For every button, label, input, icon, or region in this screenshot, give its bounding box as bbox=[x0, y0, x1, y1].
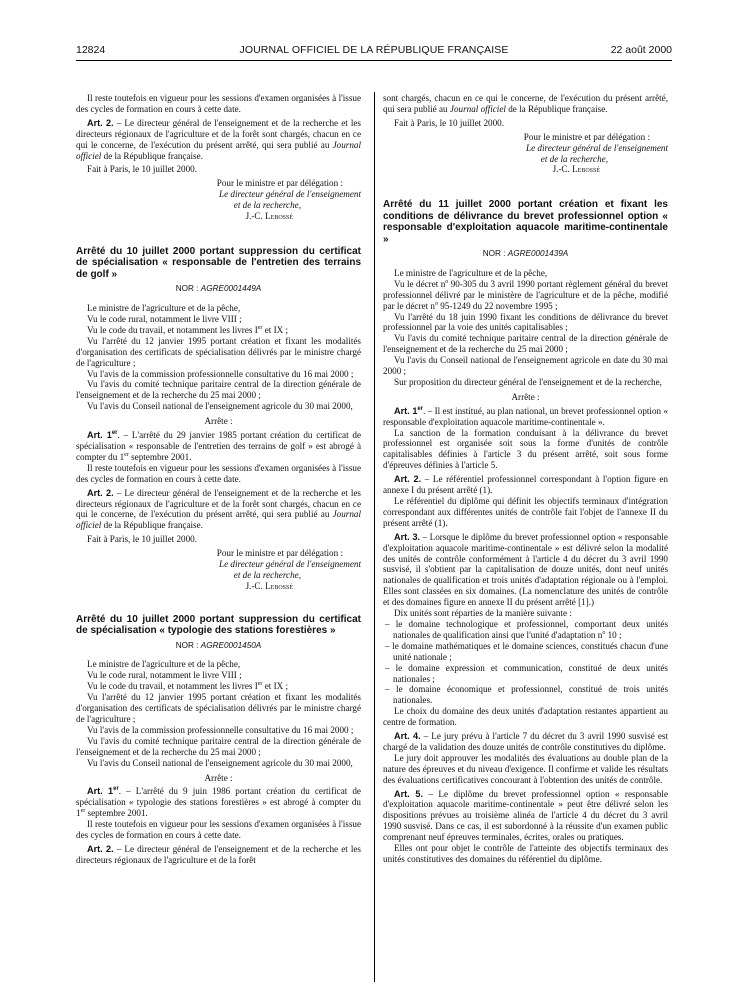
visa: Vu le code rural, notamment le livre VIII ; bbox=[87, 670, 242, 681]
visa: Vu le code du travail, et notamment les livres Ier et IX ; bbox=[87, 324, 289, 335]
visa: Vu l'avis du Conseil national de l'enseignement agricole en date du 30 mai 2000 ; bbox=[383, 355, 668, 377]
left-column bbox=[76, 93, 361, 866]
article-paragraph: Art. 2. – Le référentiel professionnel correspondant à l'option figure en annexe I du présent arrêté (1). bbox=[383, 474, 668, 496]
right-column bbox=[383, 93, 668, 865]
article-paragraph: Art. 2. – Le directeur général de l'enseignement et de la recherche et les directeurs régionaux de l'agriculture et de la forêt sont chargés, chacun en ce qui le concerne, de l'exécution du présent arrêté, qui sera publié au Journal officiel de la République française. bbox=[76, 117, 361, 161]
signature-line: Pour le ministre et par délégation : bbox=[216, 178, 343, 189]
article-paragraph: Art. 2. – Le directeur général de l'enseignement et de la recherche et les directeurs régionaux de l'agriculture et de la forêt sont chargés, chacun en ce qui le concerne, de l'exécution du présent arrêté, qui sera publié au Journal officiel de la République française. bbox=[76, 487, 361, 531]
article-paragraph: Art. 5. – Le diplôme du brevet professionnel option « responsable d'exploitation aquacole maritime-continentale » peut être délivré selon les dispositions prévues au troisième alinéa de l'article 4 du décret du 3 avril 1990 susvisé. Dans ce cas, il est subordonné à la réussite d'un examen public comprenant neuf épreuves terminales, écrites, orales ou pratiques. bbox=[383, 788, 668, 843]
signature-line: Pour le ministre et par délégation : bbox=[216, 548, 343, 559]
arrete-label: Arrête : bbox=[204, 772, 233, 783]
visa: Le ministre de l'agriculture et de la pêche, bbox=[394, 267, 548, 278]
signature-title: et de la recherche, bbox=[233, 200, 301, 211]
decree-heading: Arrêté du 11 juillet 2000 portant création et fixant les conditions de délivrance du brevet professionnel option « responsable d'exploitation aquacole maritime-continentale » bbox=[383, 199, 668, 245]
signature-line: Pour le ministre et par délégation : bbox=[523, 131, 650, 142]
article-paragraph: Art. 4. – Le jury prévu à l'article 7 du décret du 3 avril 1990 susvisé est chargé de la validation des douze unités de contrôle constitutives du diplôme. bbox=[383, 731, 668, 752]
paragraph: Le référentiel du diplôme qui définit les objectifs terminaux d'intégration correspondant aux différentes unités de contrôle fait l'objet de l'annexe II du présent arrêté (1). bbox=[383, 496, 668, 528]
nor-reference: NOR : AGRE0001450A bbox=[175, 640, 262, 650]
visa: Vu l'avis de la commission professionnelle consultative du 16 mai 2000 ; bbox=[87, 724, 354, 735]
visa: Le ministre de l'agriculture et de la pêche, bbox=[87, 659, 241, 670]
issue-date: 22 août 2000 bbox=[610, 44, 672, 56]
signature-title: Le directeur général de l'enseignement bbox=[219, 189, 361, 200]
visa: Vu l'arrêté du 18 juin 1990 fixant les conditions de délivrance du brevet professionnel par la voie des unités capitalisables ; bbox=[383, 311, 668, 333]
paragraph: Elles ont pour objet le contrôle de l'atteinte des objectifs terminaux des unités constitutives des domaines du référentiel du diplôme. bbox=[383, 843, 668, 864]
paragraph: La sanction de la formation conduisant à la délivrance du brevet professionnel est organisée soit sous la forme d'unités de contrôle capitalisables définies à l'article 3 du présent arrêté, soit sous forme d'épreuves définies à l'article 5. bbox=[383, 427, 668, 471]
signature-title: Le directeur général de l'enseignement bbox=[526, 142, 668, 153]
decree-heading: Arrêté du 10 juillet 2000 portant suppression du certificat de spécialisation « responsable de l'entretien des terrains de golf » bbox=[76, 245, 361, 280]
arrete-label: Arrête : bbox=[204, 416, 233, 427]
nor-reference: NOR : AGRE0001449A bbox=[175, 284, 262, 294]
paragraph: Il reste toutefois en vigueur pour les sessions d'examen organisées à l'issue des cycles de formation en cours à cette date. bbox=[76, 819, 361, 841]
signatory-name: J.-C. Lebossé bbox=[245, 211, 293, 222]
visa: Vu l'avis du comité technique paritaire central de la direction générale de l'enseignement et de la recherche du 25 mai 2000 ; bbox=[383, 333, 668, 355]
article-paragraph: Art. 2. – Le directeur général de l'enseignement et de la recherche et les directeurs régionaux de l'agriculture et de la forêt bbox=[76, 843, 361, 865]
paragraph: Il reste toutefois en vigueur pour les sessions d'examen organisées à l'issue des cycles de formation en cours à cette date. bbox=[76, 93, 361, 114]
visa: Vu l'avis du comité technique paritaire central de la direction générale de l'enseignement et de la recherche du 25 mai 2000 ; bbox=[76, 379, 361, 401]
signature-place-date: Fait à Paris, le 10 juillet 2000. bbox=[394, 117, 504, 128]
list-item: – le domaine technologique et professionnel, comportant deux unités nationales de qualification ainsi que l'unité d'adaptation $n^o$ 10 ; bbox=[385, 618, 668, 640]
signature-place-date: Fait à Paris, le 10 juillet 2000. bbox=[87, 164, 197, 175]
signatory-name: J.-C. Lebossé bbox=[245, 580, 293, 591]
paragraph: Dix unités sont réparties de la manière suivante : bbox=[394, 608, 572, 619]
signature-place-date: Fait à Paris, le 10 juillet 2000. bbox=[87, 534, 197, 545]
visa: Le ministre de l'agriculture et de la pêche, bbox=[87, 303, 241, 314]
article-paragraph: Art. 3. – Lorsque le diplôme du brevet professionnel option « responsable d'exploitation aquacole maritime-continentale » est délivré selon la modalité des unités de contrôle conformément à l'article 4 du décret du 3 avril 1990 susvisé, il s'obtient par la capitalisation de douze unités, dont neuf unités nationales de qualification et trois unités d'adaptation régionale ou à l'emploi. Elles sont classées en six domaines. (La nomenclature des unités de contrôle et des domaines figure en annexe II du présent arrêté [1].) bbox=[383, 531, 668, 608]
article-paragraph: Art. 1er. – Il est institué, au plan national, un brevet professionnel option « responsable d'exploitation aquacole maritime-continentale ». bbox=[383, 405, 669, 427]
visa: Vu l'arrêté du 12 janvier 1995 portant création et fixant les modalités d'organisation des certificats de spécialisation délivrés par le ministre chargé de l'agriculture ; bbox=[76, 335, 361, 368]
page-number: 12824 bbox=[76, 44, 106, 56]
list-item: – le domaine mathématiques et le domaine sciences, constitués chacun d'une unité nationale ; bbox=[385, 640, 668, 662]
visa: Vu l'avis de la commission professionnelle consultative du 16 mai 2000 ; bbox=[87, 368, 354, 379]
list-item: – le domaine expression et communication, constitué de deux unités nationales ; bbox=[385, 662, 668, 684]
visa: Sur proposition du directeur général de l'enseignement et de la recherche, bbox=[394, 376, 662, 387]
column-separator bbox=[374, 92, 375, 982]
list-item: – le domaine économique et professionnel, constitué de trois unités nationales. bbox=[385, 684, 668, 706]
visa: Vu l'arrêté du 12 janvier 1995 portant création et fixant les modalités d'organisation des certificats de spécialisation délivrés par le ministre chargé de l'agriculture ; bbox=[76, 692, 361, 724]
visa: Vu le code rural, notamment le livre VIII ; bbox=[87, 314, 242, 324]
visa: Vu l'avis du Conseil national de l'enseignement agricole du 30 mai 2000, bbox=[87, 757, 353, 768]
visa: Vu l'avis du comité technique paritaire central de la direction générale de l'enseignement et de la recherche du 25 mai 2000 ; bbox=[76, 735, 361, 757]
paragraph: Le choix du domaine des deux unités d'adaptation restantes appartient au centre de formation. bbox=[383, 706, 668, 728]
article-label: Art. 2. bbox=[87, 117, 114, 128]
arrete-label: Arrête : bbox=[511, 391, 540, 402]
article-paragraph: Art. 1er. – L'arrêté du 9 juin 1986 portant création du certificat de spécialisation « typologie des stations forestières » est abrogé à compter du 1er septembre 2001. bbox=[76, 786, 361, 819]
visa: Vu le décret $n^o$ 90-305 du 3 avril 1990 portant règlement général du brevet professionnel délivré par le ministère de l'agriculture et de la pêche, modifié par le décret $n^o$ 95-1249 du 22 novembre 1995 ; bbox=[383, 278, 668, 311]
paragraph: Le jury doit approuver les modalités des évaluations au double plan de la nature des épreuves et du niveau d'exigence. Il confirme et valide les résultats des évaluations certificatives concourant à l'obtention des unités de contrôle. bbox=[383, 752, 668, 785]
header-rule bbox=[76, 60, 672, 61]
page-header bbox=[76, 44, 672, 58]
paragraph: Il reste toutefois en vigueur pour les sessions d'examen organisées à l'issue des cycles de formation en cours à cette date. bbox=[76, 462, 361, 484]
decree-heading: Arrêté du 10 juillet 2000 portant suppression du certificat de spécialisation « typologie des stations forestières » bbox=[76, 613, 361, 637]
nor-reference: NOR : AGRE0001439A bbox=[482, 248, 569, 258]
signature-title: Le directeur général de l'enseignement bbox=[219, 559, 361, 570]
visa: Vu le code du travail, et notamment les livres Ier et IX ; bbox=[87, 681, 289, 692]
signature-title: et de la recherche, bbox=[233, 569, 301, 580]
visa: Vu l'avis du Conseil national de l'enseignement agricole du 30 mai 2000, bbox=[87, 401, 353, 412]
signatory-name: J.-C. Lebossé bbox=[552, 164, 600, 175]
journal-title: JOURNAL OFFICIEL DE LA RÉPUBLIQUE FRANÇAISE bbox=[239, 44, 509, 56]
article-paragraph: Art. 1er. – L'arrêté du 29 janvier 1985 portant création du certificat de spécialisation « responsable de l'entretien des terrains de golf » est abrogé à compter du 1er septembre 2001. bbox=[76, 430, 362, 462]
paragraph: sont chargés, chacun en ce qui le concerne, de l'exécution du présent arrêté, qui sera publié au Journal officiel de la République française. bbox=[383, 93, 668, 114]
signature-title: et de la recherche, bbox=[540, 153, 608, 164]
